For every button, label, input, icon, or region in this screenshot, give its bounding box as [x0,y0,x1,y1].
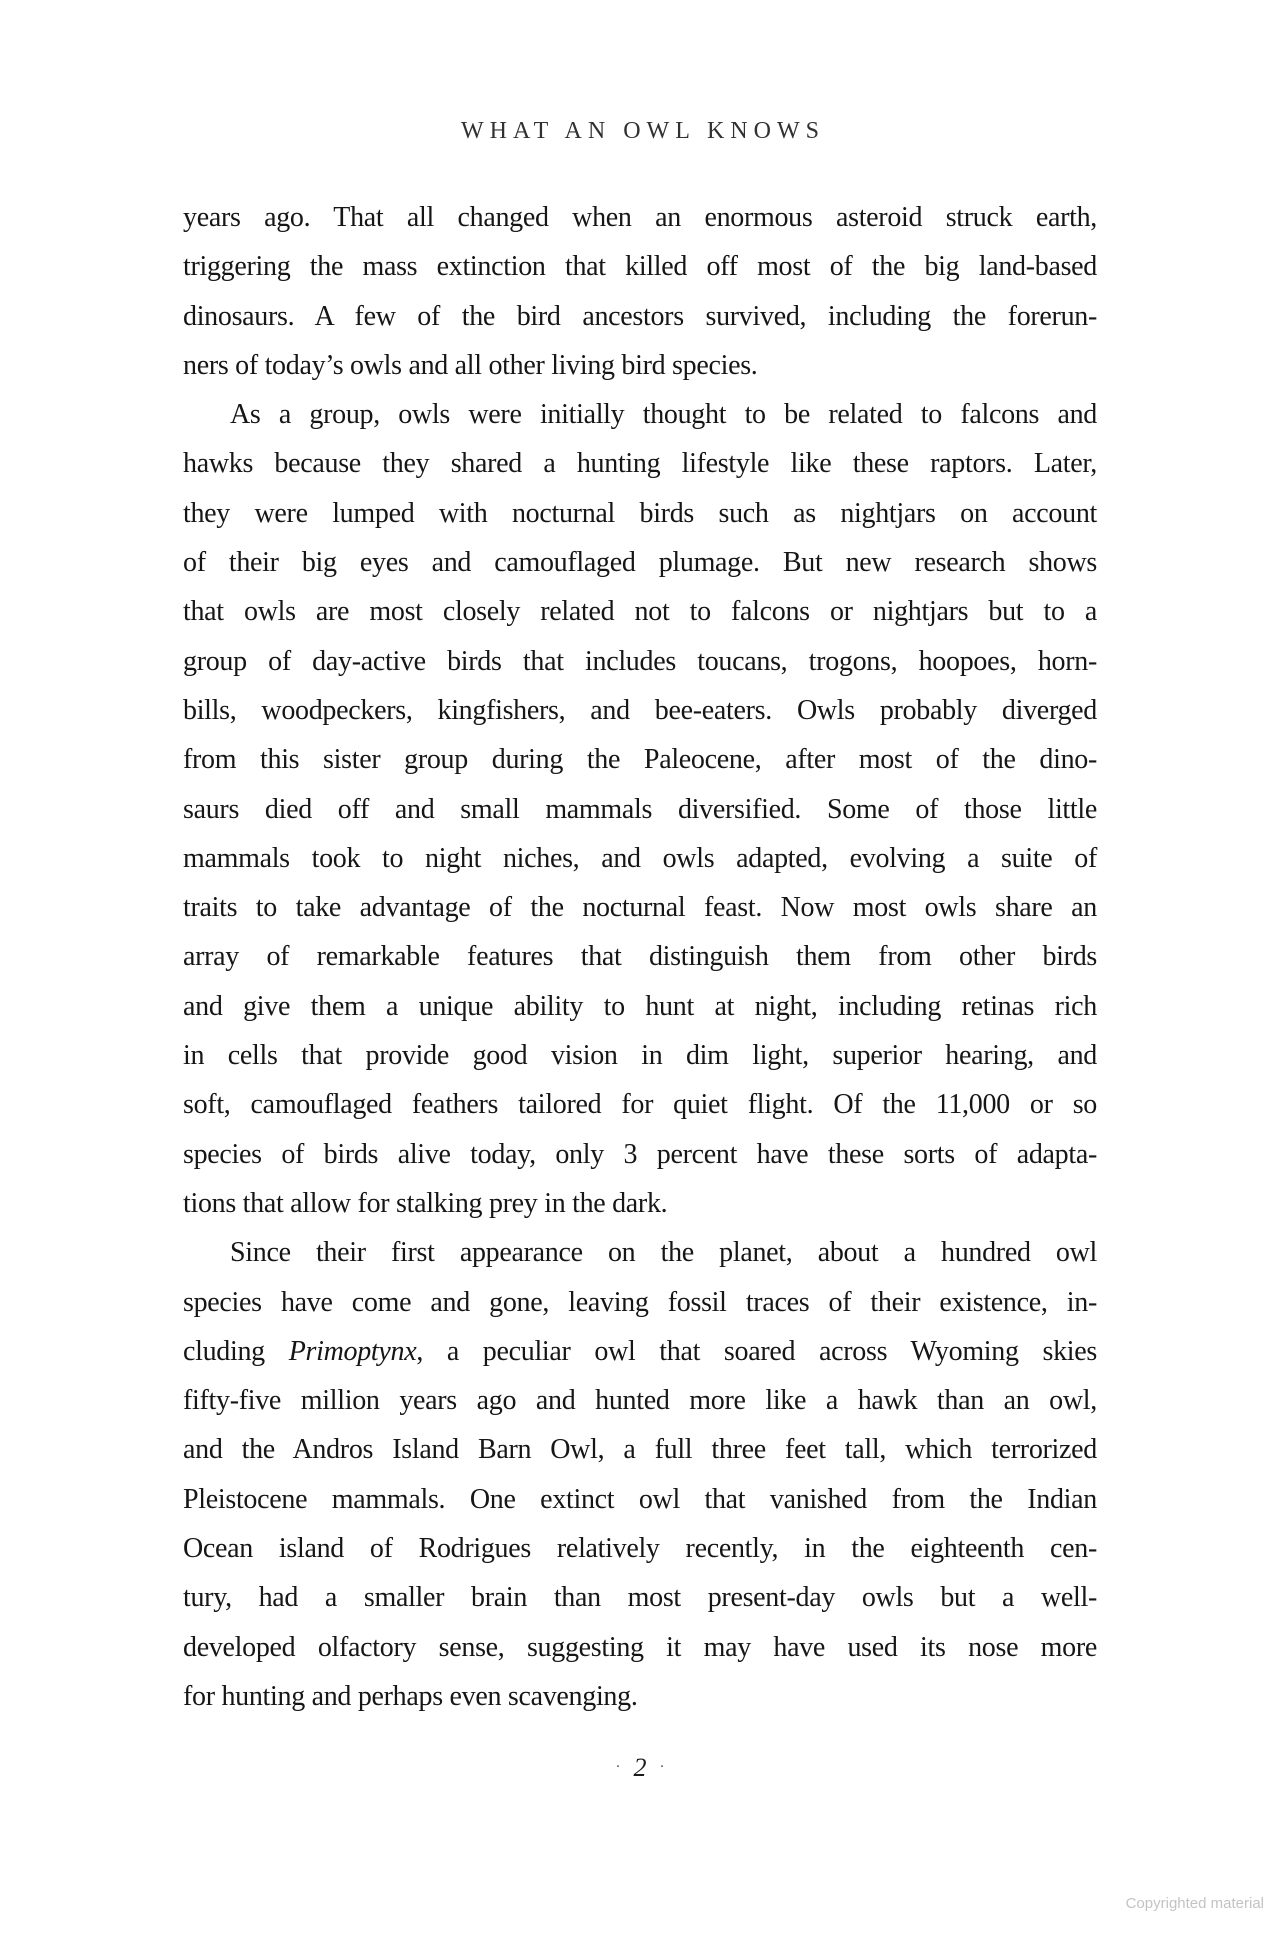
text-line: triggering the mass extinction that killed off most of the big land-based [183,251,1097,283]
text-line: group of day-active birds that includes toucans, trogons, hoopoes, horn- [183,645,1097,677]
text-line: tions that allow for stalking prey in the dark. [183,1187,668,1219]
paragraph [183,1228,1097,1721]
text-line: fifty-five million years ago and hunted more like a hawk than an owl, [183,1385,1097,1417]
text-line: and the Andros Island Barn Owl, a full three feet tall, which terrorized [183,1434,1097,1466]
text-line: species of birds alive today, only 3 percent have these sorts of adapta- [183,1138,1097,1170]
page-number: 2 [633,1753,647,1782]
text-line: hawks because they shared a hunting lifestyle like these raptors. Later, [183,448,1097,480]
text-line: and give them a unique ability to hunt at night, including retinas rich [183,990,1097,1022]
text-segment: cluding [183,1335,289,1367]
text-line [183,1327,1097,1376]
text-line: traits to take advantage of the nocturnal feast. Now most owls share an [183,892,1097,924]
running-header: WHAT AN OWL KNOWS [461,118,825,144]
paragraph [183,390,1097,1228]
text-segment: , a peculiar owl that soared across Wyoming skies [416,1335,1097,1367]
text-line: soft, camouflaged feathers tailored for quiet flight. Of the 11,000 or so [183,1089,1097,1121]
text-line: that owls are most closely related not to falcons or nightjars but to a [183,596,1097,628]
folio-ornament-left: · [615,1759,621,1775]
body-text [183,193,1097,1721]
text-line: array of remarkable features that distinguish them from other birds [183,941,1097,973]
text-line: tury, had a smaller brain than most present-day owls but a well- [183,1582,1097,1614]
paragraph [183,193,1097,390]
text-line: Pleistocene mammals. One extinct owl that vanished from the Indian [183,1483,1097,1515]
text-line: Ocean island of Rodrigues relatively recently, in the eighteenth cen- [183,1533,1097,1565]
text-line: As a group, owls were initially thought to be related to falcons and [230,399,1097,431]
text-line: dinosaurs. A few of the bird ancestors survived, including the forerun- [183,300,1097,332]
text-line: developed olfactory sense, suggesting it may have used its nose more [183,1631,1097,1663]
italic-term: Primoptynx [288,1335,417,1367]
text-line: from this sister group during the Paleocene, after most of the dino- [183,744,1097,776]
copyright-watermark: Copyrighted material [1125,1895,1264,1912]
text-line: of their big eyes and camouflaged plumage. But new research shows [183,547,1097,579]
text-line: ners of today’s owls and all other living bird species. [183,349,758,381]
text-line: bills, woodpeckers, kingfishers, and bee-eaters. Owls probably diverged [183,694,1097,726]
text-line: saurs died off and small mammals diversified. Some of those little [183,793,1097,825]
text-line: Since their first appearance on the planet, about a hundred owl [230,1237,1097,1269]
page-number-line [0,1752,1280,1783]
text-line: years ago. That all changed when an enormous asteroid struck earth, [183,202,1097,233]
text-line: mammals took to night niches, and owls adapted, evolving a suite of [183,842,1097,874]
text-line: for hunting and perhaps even scavenging. [183,1680,638,1712]
text-line: they were lumped with nocturnal birds such as nightjars on account [183,497,1097,529]
text-line: species have come and gone, leaving fossil traces of their existence, in- [183,1286,1097,1318]
folio-ornament-right: · [659,1759,665,1775]
text-line: in cells that provide good vision in dim light, superior hearing, and [183,1040,1097,1072]
